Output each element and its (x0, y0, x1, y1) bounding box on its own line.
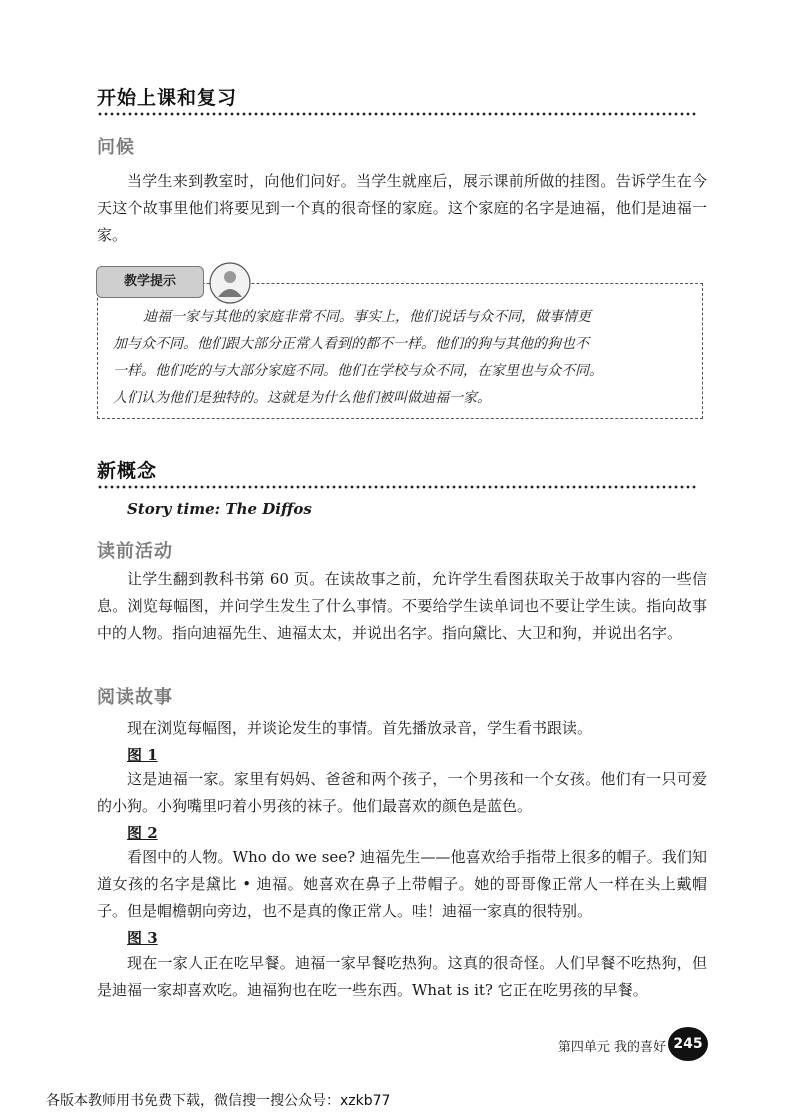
download-note: 各版本教师用书免费下载，微信搜一搜公众号：xzkb77 (46, 1093, 391, 1109)
figure-label-1: 图 1 (127, 746, 158, 764)
figure-label-3: 图 3 (127, 929, 158, 947)
pre-reading-paragraph: 让学生翻到教科书第 60 页。在读故事之前，允许学生看图获取关于故事内容的一些信息。浏览每幅图，并问学生发生了什么事情。不要给学生读单词也不要让学生读。指向故事中的人物。指向迪福先生、迪福太太，并说出名字。指向黛比、大卫和狗，并说出名字。 (97, 570, 707, 642)
greeting-paragraph: 当学生来到教室时，向他们问好。当学生就座后，展示课前所做的挂图。告诉学生在今天这个故事里他们将要见到一个真的很奇怪的家庭。这个家庭的名字是迪福，他们是迪福一家。 (97, 172, 707, 244)
section-title-new-concept: 新概念 (97, 456, 697, 489)
teaching-tip-text (113, 304, 688, 412)
tip-line: 迪福一家与其他的家庭非常不同。事实上，他们说话与众不同，做事情更 (143, 309, 591, 325)
reading-intro: 现在浏览每幅图，并谈论发生的事情。首先播放录音，学生看书跟读。 (127, 719, 593, 737)
tip-line: 一样。他们吃的与大部分家庭不同。他们在学校与众不同，在家里也与众不同。 (113, 363, 603, 379)
teaching-tip-label: 教学提示 (96, 266, 204, 298)
figure-text-1: 这是迪福一家。家里有妈妈、爸爸和两个孩子，一个男孩和一个女孩。他们有一只可爱的小狗。小狗嘴里叼着小男孩的袜子。他们最喜欢的颜色是蓝色。 (97, 770, 707, 815)
section-title-start-class: 开始上课和复习 (97, 83, 697, 116)
tip-line: 加与众不同。他们跟大部分正常人看到的都不一样。他们的狗与其他的狗也不 (113, 336, 589, 352)
teacher-illustration-icon (208, 261, 252, 305)
figure-label-2: 图 2 (127, 824, 158, 842)
page-number: 245 (668, 1027, 708, 1061)
tip-line: 人们认为他们是独特的。这就是为什么他们被叫做迪福一家。 (113, 390, 491, 406)
pre-reading-heading: 读前活动 (97, 541, 173, 562)
reading-heading: 阅读故事 (97, 687, 173, 708)
greeting-heading: 问候 (97, 137, 135, 158)
story-title: Story time: The Diffos (127, 500, 312, 518)
figure-text-2: 看图中的人物。Who do we see? 迪福先生——他喜欢给手指带上很多的帽子。我们知道女孩的名字是黛比 • 迪福。她喜欢在鼻子上带帽子。她的哥哥像正常人一样在头上戴帽子。但是帽檐朝向旁边，也不是真的像正常人。哇！迪福一家真的很特别。 (97, 848, 707, 920)
footer-unit-label: 第四单元 我的喜好 (557, 1040, 666, 1055)
figure-text-3: 现在一家人正在吃早餐。迪福一家早餐吃热狗。这真的很奇怪。人们早餐不吃热狗，但是迪福一家却喜欢吃。迪福狗也在吃一些东西。What is it? 它正在吃男孩的早餐。 (97, 954, 707, 999)
